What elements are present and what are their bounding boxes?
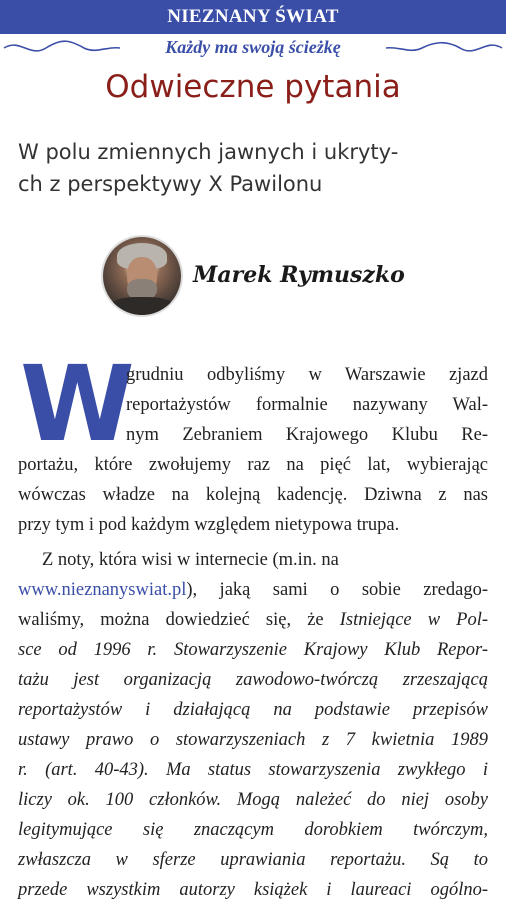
website-link[interactable]: www.nieznanyswiat.pl	[18, 580, 187, 600]
quote-line: legitymujące się znaczącym dorobkiem twórczym,	[18, 820, 488, 840]
subtitle-line: ch z perspektywy X Pawilonu	[18, 172, 323, 196]
quote-line: zwłaszcza w sferze uprawiania reportażu. Są to	[18, 850, 488, 870]
author-photo	[103, 237, 181, 315]
drop-cap: W	[20, 343, 135, 465]
body-line: nym Zebraniem Krajowego Klubu Re-	[126, 425, 488, 445]
section-header: NIEZNANY ŚWIAT	[0, 0, 506, 34]
quote-line: r. (art. 40-43). Ma status stowarzyszenia zwykłego i	[18, 760, 488, 780]
body-line: reportażystów formalnie nazywany Wal-	[126, 395, 488, 415]
body-line	[18, 605, 488, 635]
quote-line: tażu jest organizacją zawodowo-twórczą zrzeszającą	[18, 670, 488, 690]
body-text: waliśmy, można dowiedzieć się, że	[18, 610, 340, 630]
body-line	[18, 575, 488, 605]
body-line: Z noty, która wisi w internecie (m.in. na	[42, 550, 339, 570]
subtitle-line: W polu zmiennych jawnych i ukryty-	[18, 140, 399, 164]
quote-line: reportażystów i działającą na podstawie przepisów	[18, 700, 488, 720]
quote-line: sce od 1996 r. Stowarzyszenie Krajowy Klub Repor-	[18, 640, 488, 660]
author-name: Marek Rymuszko	[193, 262, 405, 288]
quote-text: Istniejące w Pol-	[339, 610, 489, 630]
tagline-banner	[0, 34, 506, 62]
quote-line: liczy ok. 100 członków. Mogą należeć do niej osoby	[18, 790, 488, 810]
body-line: portażu, które zwołujemy raz na pięć lat, wybierając	[18, 455, 488, 475]
body-line: grudniu odbyliśmy w Warszawie zjazd	[126, 365, 488, 385]
article-title: Odwieczne pytania	[105, 69, 401, 105]
body-line: wówczas władze na kolejną kadencję. Dziwna z nas	[18, 485, 488, 505]
body-text: ), jaką sami o sobie zredago-	[186, 580, 488, 600]
article-subtitle	[18, 136, 490, 200]
tagline: Każdy ma swoją ścieżkę	[165, 37, 341, 57]
quote-line: przede wszystkim autorzy książek i laureaci ogólno-	[18, 880, 488, 900]
body-line: przy tym i pod każdym względem nietypowa trupa.	[18, 515, 400, 535]
quote-line: ustawy prawo o stowarzyszeniach z 7 kwietnia 1989	[18, 730, 488, 750]
